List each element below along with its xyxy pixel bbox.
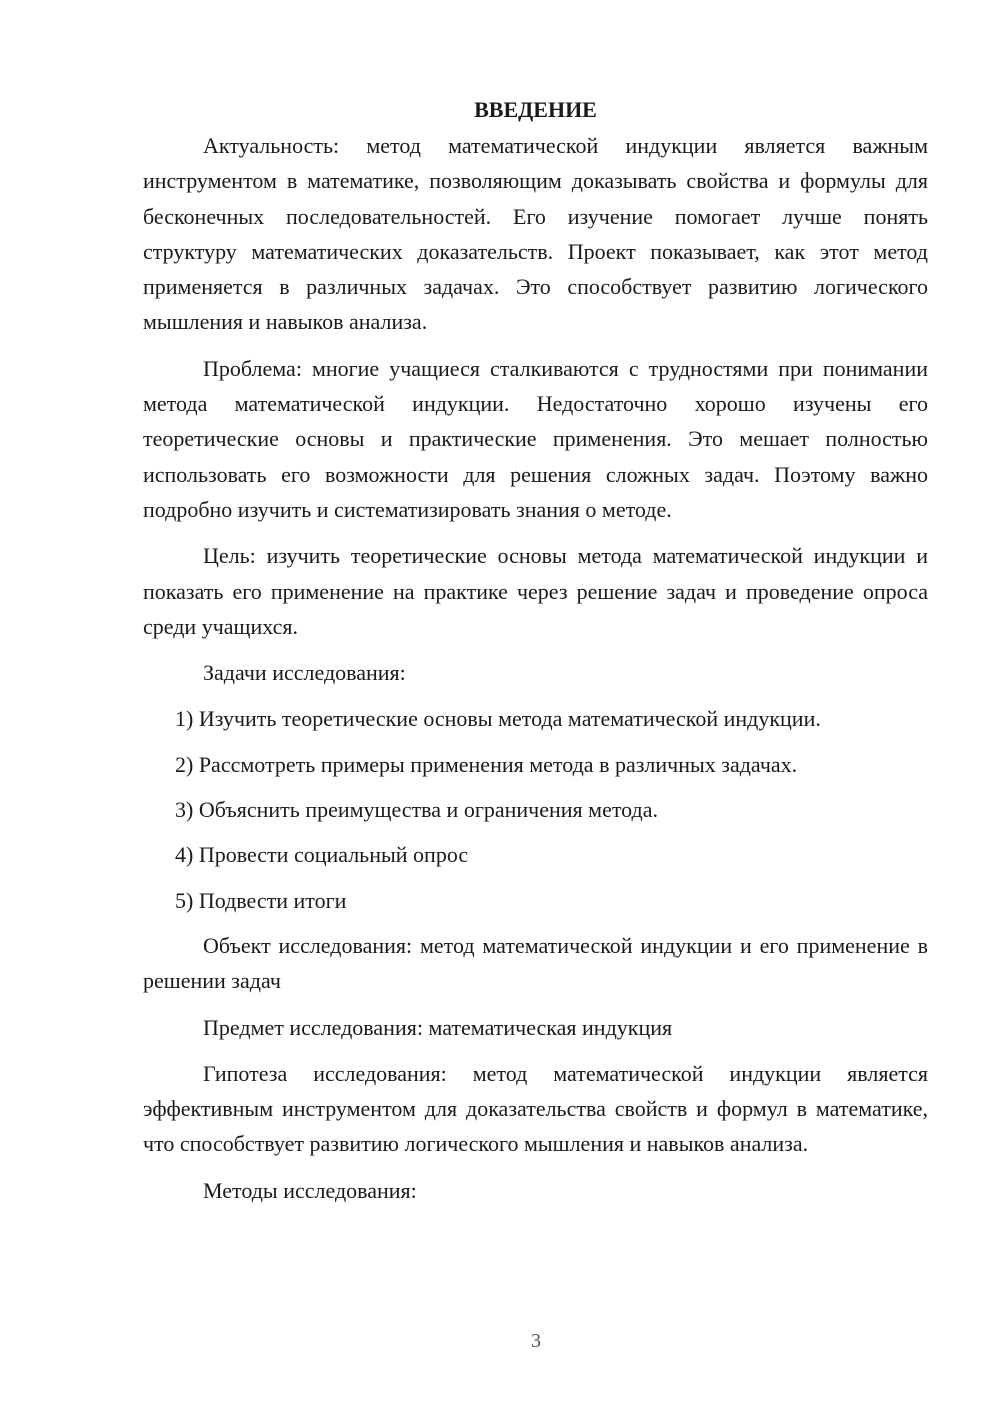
- methods-heading: Методы исследования:: [203, 1177, 417, 1203]
- task-item-1: 1) Изучить теоретические основы метода математической индукции.: [175, 706, 821, 732]
- task-item-5: 5) Подвести итоги: [175, 887, 347, 913]
- hypothesis-paragraph: Гипотеза исследования: метод математической индукции является эффективным инструментом для доказательства свойств и формул в математике, что способствует развитию логического мышления и навыков анализа.: [143, 1060, 928, 1157]
- goal-paragraph: Цель: изучить теоретические основы метода математической индукции и показать его применение на практике через решение задач и проведение опроса среди учащихся.: [143, 543, 928, 639]
- page-title: ВВЕДЕНИЕ: [474, 97, 597, 122]
- tasks-heading: Задачи исследования:: [203, 660, 406, 686]
- task-item-4: 4) Провести социальный опрос: [175, 842, 469, 868]
- task-item-2: 2) Рассмотреть примеры применения метода в различных задачах.: [175, 751, 798, 777]
- problem-paragraph: Проблема: многие учащиеся сталкиваются с трудностями при понимании метода математической индукции. Недостаточно хорошо изучены его теоретические основы и практические применения. Это мешает полностью использовать его возможности для решения сложных задач. Поэтому важно подробно изучить и систематизировать знания о методе.: [143, 355, 928, 522]
- task-item-3: 3) Объяснить преимущества и ограничения метода.: [175, 797, 658, 823]
- page-number: 3: [531, 1330, 541, 1352]
- page-content: [143, 94, 928, 1219]
- relevance-paragraph: Актуальность: метод математической индукции является важным инструментом в математике, позволяющим доказывать свойства и формулы для бесконечных последовательностей. Его изучение помогает лучше понять структуру математических доказательств. Проект показывает, как этот метод применяется в различных задачах. Это способствует развитию логического мышления и навыков анализа.: [143, 133, 928, 335]
- subject-paragraph: Предмет исследования: математическая индукция: [203, 1014, 673, 1040]
- object-paragraph: Объект исследования: метод математической индукции и его применение в решении задач: [143, 932, 928, 994]
